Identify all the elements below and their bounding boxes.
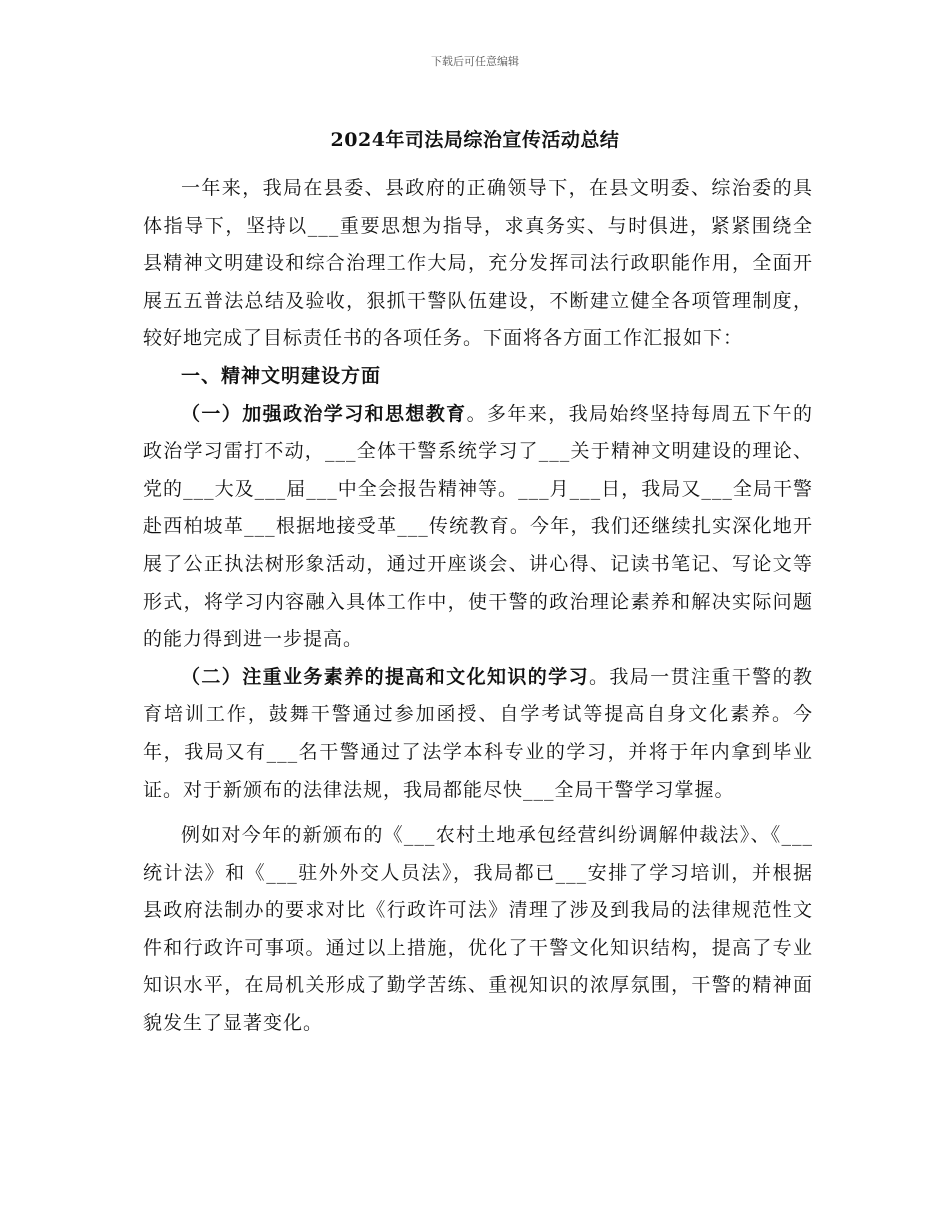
paragraph-professional-study (143, 659, 813, 809)
page-header-note: 下载后可任意编辑 (431, 55, 519, 68)
section-heading: 一、精神文明建设方面 (181, 364, 382, 387)
intro-paragraph: 一年来，我局在县委、县政府的正确领导下，在县文明委、综治委的具体指导下，坚持以___重要思想为指导，求真务实、与时俱进，紧紧围绕全县精神文明建设和综合治理工作大局，充分发挥司法行政职能作用，全面开展五五普法总结及验收，狠抓干警队伍建设，不断建立健全各项管理制度，较好地完成了目标责任书的各项任务。下面将各方面工作汇报如下： (143, 177, 813, 350)
paragraph-law-training: 例如对今年的新颁布的《___农村土地承包经营纠纷调解仲裁法》、《___统计法》和《___驻外外交人员法》，我局都已___安排了学习培训，并根据县政府法制办的要求对比《行政许可法》清理了涉及到我局的法律规范性文件和行政许可事项。通过以上措施，优化了干警文化知识结构，提高了专业知识水平，在局机关形成了勤学苦练、重视知识的浓厚氛围，干警的精神面貌发生了显著变化。 (143, 824, 813, 1035)
paragraph-text: 。我局一贯注重干警的教育培训工作，鼓舞干警通过参加函授、自学考试等提高自身文化素养。今年，我局又有___名干警通过了法学本科专业的学习，并将于年内拿到毕业证。对于新颁布的法律法规，我局都能尽快___全局干警学习掌握。 (143, 665, 813, 801)
paragraph-political-study (143, 396, 813, 659)
document-title: 2024年司法局综治宣传活动总结 (330, 129, 620, 151)
paragraph-lead: （二）注重业务素养的提高和文化知识的学习 (181, 665, 589, 688)
paragraph-text: 。多年来，我局始终坚持每周五下午的政治学习雷打不动，___全体干警系统学习了___关于精神文明建设的理论、党的___大及___届___中全会报告精神等。___月___日，我局又___全局干警赴西柏坡革___根据地接受革___传统教育。今年，我们还继续扎实深化地开展了公正执法树形象活动，通过开座谈会、讲心得、记读书笔记、写论文等形式，将学习内容融入具体工作中，使干警的政治理论素养和解决实际问题的能力得到进一步提高。 (143, 402, 813, 651)
paragraph-lead: （一）加强政治学习和思想教育 (181, 402, 467, 425)
document-body (143, 170, 813, 1043)
